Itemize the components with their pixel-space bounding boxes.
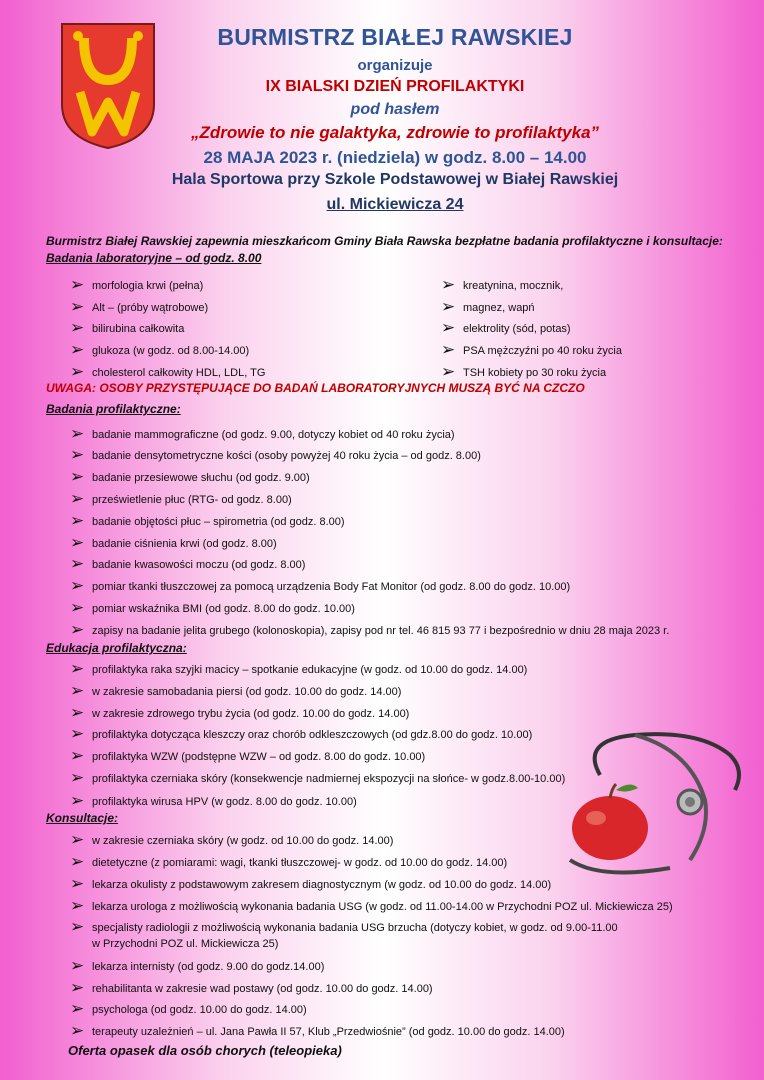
arrow-bullet-icon: ➢ <box>70 978 85 997</box>
arrow-bullet-icon: ➢ <box>70 533 85 552</box>
list-item-continuation: w Przychodni POZ ul. Mickiewicza 25) <box>92 938 279 950</box>
motto-label: pod hasłem <box>350 101 440 118</box>
arrow-bullet-icon: ➢ <box>70 297 85 316</box>
consult-heading: Konsultacje: <box>46 811 119 825</box>
arrow-bullet-icon: ➢ <box>70 746 85 765</box>
arrow-bullet-icon: ➢ <box>441 340 456 359</box>
coat-of-arms-icon <box>58 20 158 152</box>
arrow-bullet-icon: ➢ <box>441 275 456 294</box>
arrow-bullet-icon: ➢ <box>70 830 85 849</box>
education-heading: Edukacja profilaktyczna: <box>46 641 187 655</box>
arrow-bullet-icon: ➢ <box>441 297 456 316</box>
arrow-bullet-icon: ➢ <box>70 340 85 359</box>
event-street: ul. Mickiewicza 24 <box>326 196 464 213</box>
arrow-bullet-icon: ➢ <box>441 362 456 381</box>
arrow-bullet-icon: ➢ <box>70 703 85 722</box>
fasting-warning: UWAGA: OSOBY PRZYSTĘPUJĄCE DO BADAŃ LABORATORYJNYCH MUSZĄ BYĆ NA CZCZO <box>46 381 585 395</box>
arrow-bullet-icon: ➢ <box>70 874 85 893</box>
arrow-bullet-icon: ➢ <box>70 659 85 678</box>
event-place: Hala Sportowa przy Szkole Podstawowej w Białej Rawskiej <box>171 171 619 188</box>
arrow-bullet-icon: ➢ <box>70 424 85 443</box>
arrow-bullet-icon: ➢ <box>70 467 85 486</box>
arrow-bullet-icon: ➢ <box>70 445 85 464</box>
arrow-bullet-icon: ➢ <box>70 318 85 337</box>
arrow-bullet-icon: ➢ <box>70 275 85 294</box>
arrow-bullet-icon: ➢ <box>70 681 85 700</box>
teleopieka-offer: Oferta opasek dla osób chorych (teleopieka) <box>68 1043 342 1058</box>
arrow-bullet-icon: ➢ <box>70 598 85 617</box>
slogan: „Zdrowie to nie galaktyka, zdrowie to profilaktyka” <box>190 123 600 142</box>
arrow-bullet-icon: ➢ <box>70 724 85 743</box>
arrow-bullet-icon: ➢ <box>70 896 85 915</box>
prophylactic-heading: Badania profilaktyczne: <box>46 402 181 416</box>
event-name: IX BIALSKI DZIEŃ PROFILAKTYKI <box>265 78 525 95</box>
arrow-bullet-icon: ➢ <box>70 999 85 1018</box>
arrow-bullet-icon: ➢ <box>70 554 85 573</box>
arrow-bullet-icon: ➢ <box>70 362 85 381</box>
arrow-bullet-icon: ➢ <box>70 620 85 639</box>
intro-text: Burmistrz Białej Rawskiej zapewnia mieszkańcom Gminy Biała Rawska bezpłatne badania profilaktyczne i konsultacje: <box>46 234 723 248</box>
arrow-bullet-icon: ➢ <box>70 917 85 936</box>
arrow-bullet-icon: ➢ <box>70 511 85 530</box>
event-date: 28 MAJA 2023 r. (niedziela) w godz. 8.00 – 14.00 <box>203 148 587 167</box>
arrow-bullet-icon: ➢ <box>70 1021 85 1040</box>
arrow-bullet-icon: ➢ <box>70 576 85 595</box>
lab-heading: Badania laboratoryjne – od godz. 8.00 <box>46 251 262 265</box>
arrow-bullet-icon: ➢ <box>70 956 85 975</box>
arrow-bullet-icon: ➢ <box>441 318 456 337</box>
page-title: BURMISTRZ BIAŁEJ RAWSKIEJ <box>217 24 573 50</box>
stethoscope-apple-icon <box>540 720 750 880</box>
arrow-bullet-icon: ➢ <box>70 489 85 508</box>
arrow-bullet-icon: ➢ <box>70 768 85 787</box>
arrow-bullet-icon: ➢ <box>70 852 85 871</box>
arrow-bullet-icon: ➢ <box>70 791 85 810</box>
organizes-text: organizuje <box>357 57 433 74</box>
